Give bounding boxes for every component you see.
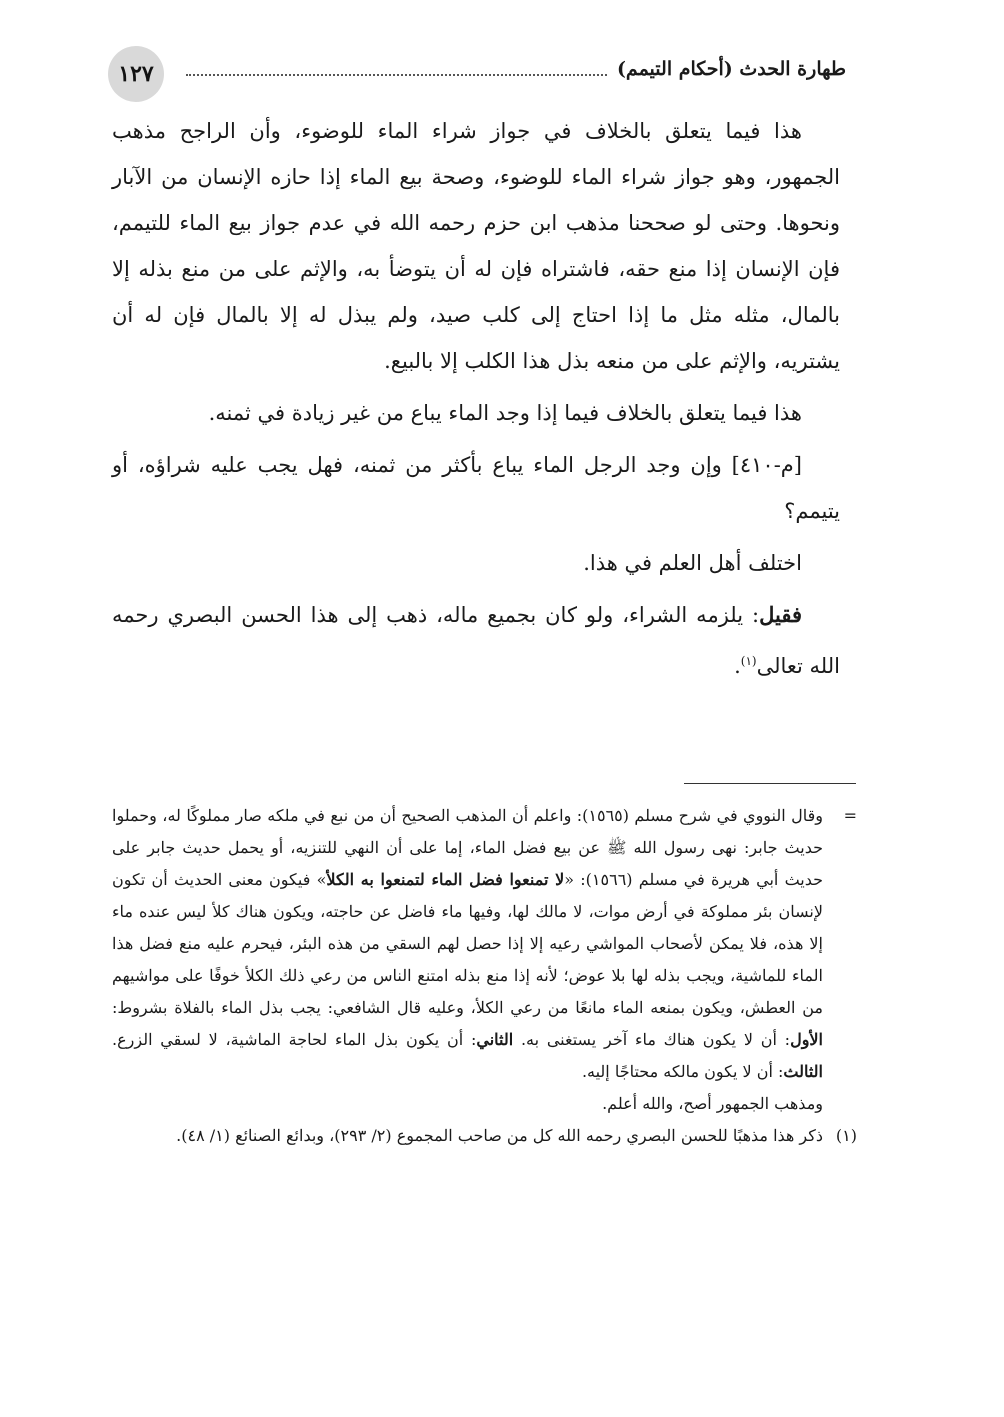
footnote-continuation <box>112 800 857 1120</box>
paragraph-5-text: : يلزمه الشراء، ولو كان بجميع ماله، ذهب إلى هذا الحسن البصري رحمه الله تعالى <box>112 603 840 678</box>
running-header <box>176 58 846 80</box>
continuation-marker: = <box>843 806 857 825</box>
footnote-separator <box>684 783 856 784</box>
running-title: طهارة الحدث (أحكام التيمم) <box>616 58 846 80</box>
footnotes <box>112 800 857 1152</box>
footnote-1 <box>112 1120 857 1152</box>
footnote-continuation-body <box>112 800 823 1120</box>
footnote-ref-1: (١) <box>740 654 757 668</box>
header-dotted-leader <box>186 62 607 76</box>
paragraph-3: [م-٤١٠] وإن وجد الرجل الماء يباع بأكثر من ثمنه، فهل يجب عليه شراؤه، أو يتيمم؟ <box>112 453 840 523</box>
paragraph-5-lead: فقيل <box>759 602 802 627</box>
footnote-continuation-end: ومذهب الجمهور أصح، والله أعلم. <box>602 1094 823 1113</box>
paragraph-5 <box>112 592 840 689</box>
condition-second-label: الثاني <box>476 1030 514 1049</box>
paragraph-2: هذا فيما يتعلق بالخلاف فيما إذا وجد الماء يباع من غير زيادة في ثمنه. <box>208 401 802 425</box>
condition-second-text: : أن يكون بذل الماء لحاجة الماشية، لا لسقي الزرع. <box>112 1030 477 1049</box>
main-text <box>112 108 840 695</box>
footnote-1-marker: (١) <box>835 1126 857 1145</box>
condition-third-label: الثالث <box>783 1062 823 1081</box>
footnote-1-text: ذكر هذا مذهبًا للحسن البصري رحمه الله كل من صاحب المجموع (٢/ ٢٩٣)، وبدائع الصنائع (١/ ٤٨). <box>176 1126 823 1145</box>
continuation-part-b: » فيكون معنى الحديث أن تكون لإنسان بئر مملوكة في أرض موات، لا مالك لها، وفيها ماء فاضل عن حاجته، ويكون هناك كلأ ليس عنده ماء إلا هذه، فلا يمكن لأصحاب المواشي رعيه إلا إذا حصل لهم السقي من هذه البئر، فيحرم عليه منع فضل هذا الماء للماشية، ويجب بذله لها بلا عوض؛ لأنه إذا منع بذله امتنع الناس من رعي ذلك الكلأ خوفًا على مواشيهم من العطش، ويكون بمنعه الماء مانعًا من رعي الكلأ، وعليه قال الشافعي: يجب بذل الماء بالفلاة بشروط: <box>112 870 823 1017</box>
condition-first-label: الأول <box>790 1030 823 1049</box>
hadith-quote: لا تمنعوا فضل الماء لتمنعوا به الكلأ <box>326 870 565 889</box>
paragraph-1: هذا فيما يتعلق بالخلاف في جواز شراء الماء للوضوء، وأن الراجح مذهب الجمهور، وهو جواز شراء الماء للوضوء، وصحة بيع الماء إذا حازه الإنسان من الآبار ونحوها. وحتى لو صححنا مذهب ابن حزم رحمه الله في عدم جواز بيع الماء للتيمم، فإن الإنسان إذا منع حقه، فاشتراه فإن له أن يتوضأ به، والإثم على من منع بذله إلا بالمال، مثله مثل ما إذا احتاج إلى كلب صيد، ولم يبذل له إلا بالمال فإن له أن يشتريه، والإثم على من منعه بذل هذا الكلب إلا بالبيع. <box>112 119 840 373</box>
page-number: ١٢٧ <box>108 46 164 102</box>
continuation-part-a: وقال النووي في شرح مسلم (١٥٦٥): واعلم أن المذهب الصحيح أن من نبع في ملكه صار مملوكًا له، وحملوا حديث جابر: نهى رسول الله ﷺ عن بيع فضل الماء، إما على أن النهي للتنزيه، أو يحمل حديث جابر على حديث أبي هريرة في مسلم (١٥٦٦): « <box>112 806 824 889</box>
condition-first-text: : أن لا يكون هناك ماء آخر يستغنى به. <box>513 1030 791 1049</box>
paragraph-5-end: . <box>734 654 741 678</box>
paragraph-4: اختلف أهل العلم في هذا. <box>583 551 802 575</box>
condition-third-text: : أن لا يكون مالكه محتاجًا إليه. <box>581 1062 784 1081</box>
footnote-continuation-text <box>112 800 823 1088</box>
